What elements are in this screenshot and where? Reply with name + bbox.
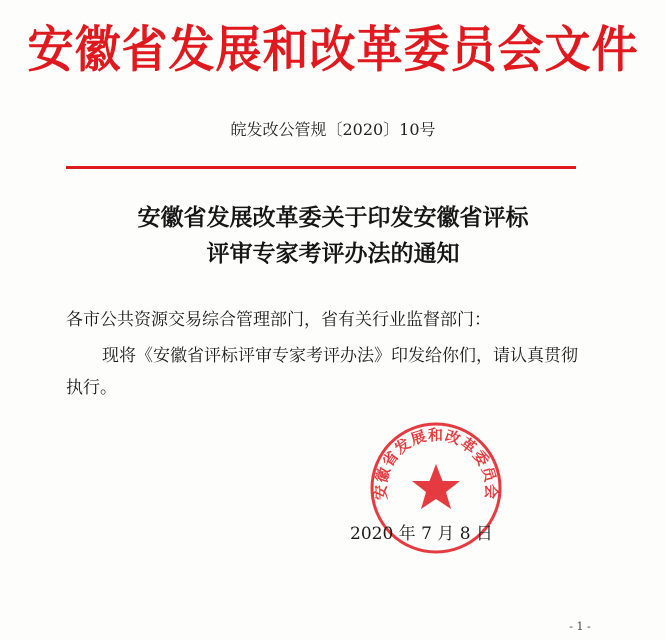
notice-title [0, 200, 666, 272]
red-divider-line [66, 166, 576, 169]
document-number: 皖发改公管规〔2020〕10号 [230, 120, 436, 139]
star-icon [412, 464, 460, 509]
issuing-authority-title: 安徽省发展和改革委员会文件 [27, 19, 639, 79]
notice-title-line-1: 安徽省发展改革委关于印发安徽省评标 [137, 204, 529, 231]
page-number: - 1 - [569, 620, 591, 633]
notice-title-line-2: 评审专家考评办法的通知 [206, 240, 460, 267]
issue-date: 2020 年 7 月 8 日 [350, 524, 493, 544]
body-paragraph: 现将《安徽省评标评审专家考评办法》印发给你们，请认真贯彻执行。 [66, 346, 578, 398]
seal-text: 安徽省发展和改革委员会 [371, 426, 501, 501]
addressee-line: 各市公共资源交易综合管理部门，省有关行业监督部门： [66, 310, 491, 330]
